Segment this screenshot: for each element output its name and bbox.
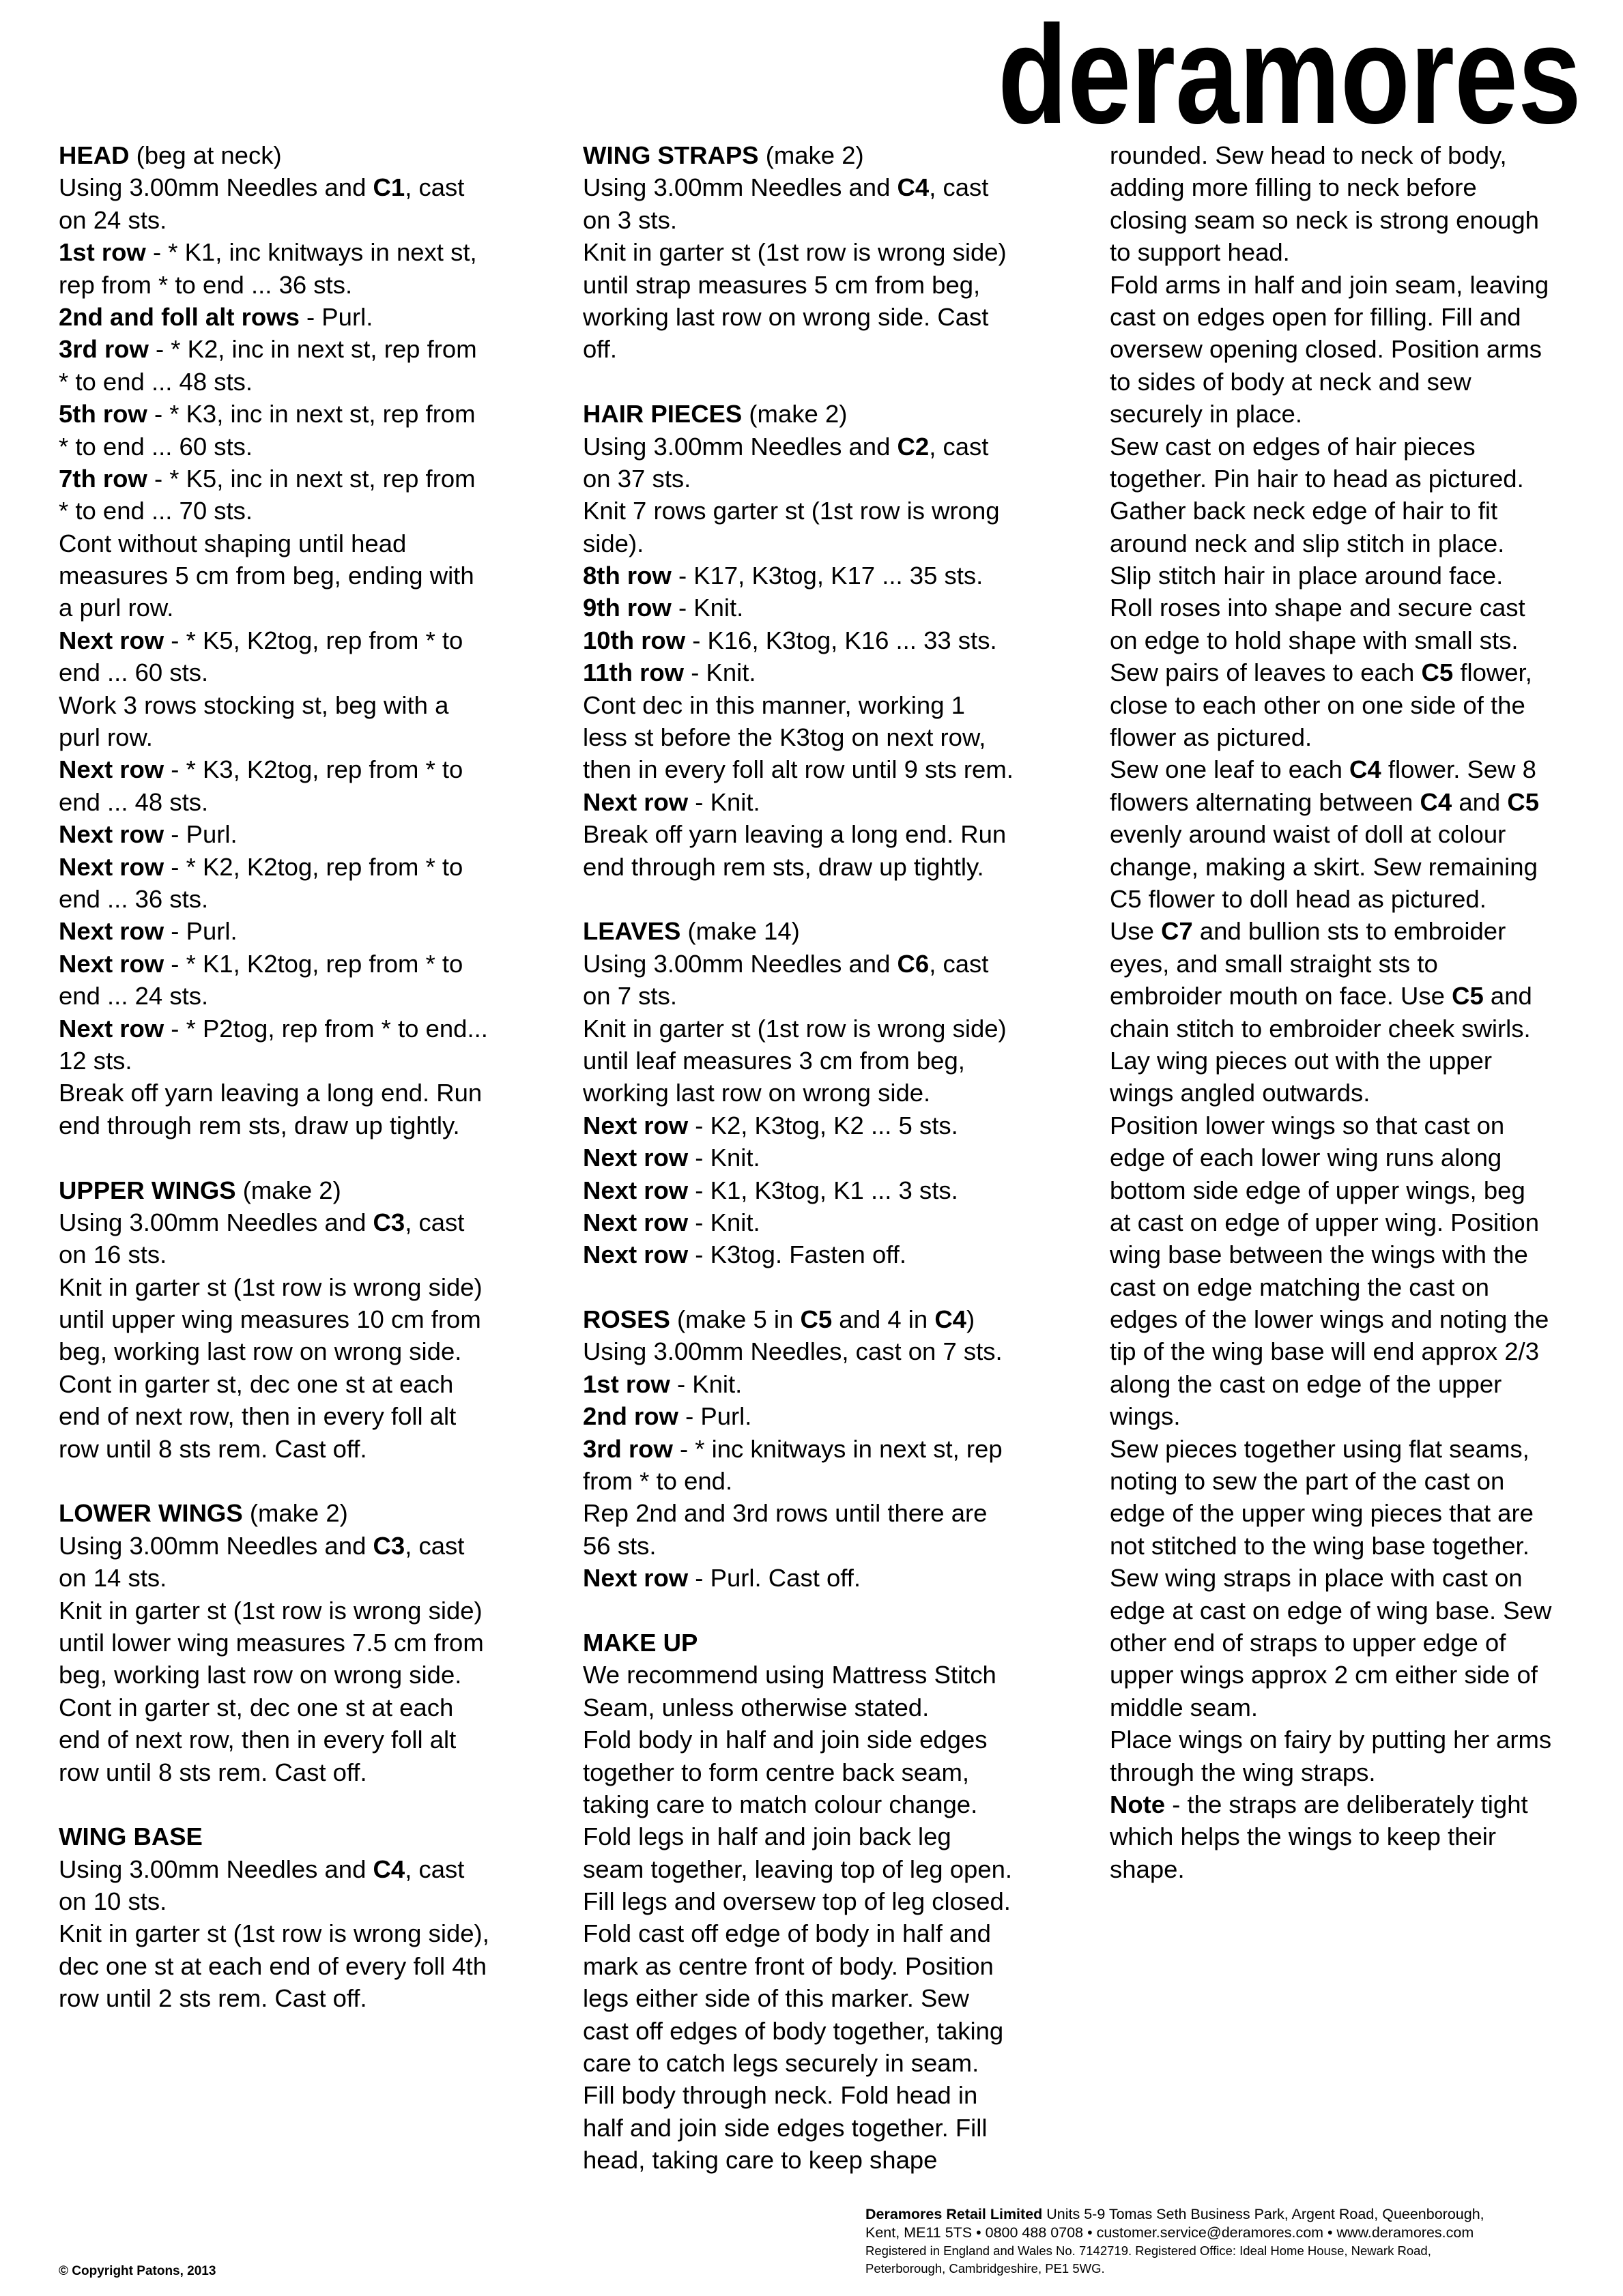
text-line: edge of each lower wing runs along: [1110, 1144, 1502, 1172]
text-line: Cont dec in this manner, working 1: [583, 691, 965, 719]
text-line: close to each other on one side of the: [1110, 691, 1525, 719]
text: ): [966, 1305, 975, 1334]
text-line: [583, 1595, 1014, 1627]
text-line: [1110, 656, 1551, 688]
text-line: noting to sew the part of the cast on: [1110, 1467, 1505, 1496]
text: - the straps are deliberately tight: [1165, 1790, 1528, 1818]
text-line: end ... 60 sts.: [59, 658, 209, 687]
text: - K2, K3tog, K2 ... 5 sts.: [688, 1111, 958, 1139]
bold-text: C3: [373, 1531, 405, 1560]
text-line: [583, 1303, 1014, 1335]
text: and: [1452, 787, 1508, 816]
text-line: flower as pictured.: [1110, 723, 1312, 752]
text-line: Break off yarn leaving a long end. Run: [59, 1079, 483, 1107]
text-line: measures 5 cm from beg, ending with: [59, 562, 474, 590]
text-line: [583, 398, 1014, 430]
text-line: [59, 1497, 489, 1529]
text-line: [583, 366, 1014, 398]
bold-text: Next row: [59, 949, 164, 978]
text: , cast: [405, 1208, 465, 1236]
text-line: Cont without shaping until head: [59, 529, 407, 557]
bold-text: C4: [897, 173, 930, 202]
text: Using 3.00mm Needles and: [59, 173, 373, 202]
text-line: to support head.: [1110, 238, 1290, 267]
text-line: [1110, 980, 1551, 1012]
text-line: [583, 786, 1014, 818]
text-line: [1110, 1788, 1551, 1820]
text-line: [59, 818, 489, 850]
text-line: [583, 1433, 1014, 1465]
column-left: [59, 139, 489, 2015]
bold-text: Next row: [59, 852, 164, 881]
bold-text: Next row: [583, 1564, 689, 1593]
text-line: [583, 139, 1014, 171]
svg-text:deramores: deramores: [998, 20, 1581, 150]
text: - Purl.: [164, 917, 238, 946]
text-line: together to form centre back seam,: [583, 1758, 970, 1786]
text-line: Sew wing straps in place with cast on: [1110, 1564, 1523, 1593]
text-line: Fold arms in half and join seam, leaving: [1110, 270, 1549, 299]
text-line: securely in place.: [1110, 400, 1303, 428]
text-line: [59, 948, 489, 980]
bold-text: C5: [1452, 982, 1484, 1011]
text-line: [583, 1206, 1014, 1238]
text-line: [59, 1788, 489, 1820]
bold-text: 2nd row: [583, 1402, 678, 1431]
text-line: [583, 1400, 1014, 1432]
text: , cast: [405, 1531, 465, 1560]
text-line: wing base between the wings with the: [1110, 1240, 1528, 1269]
text: - Knit.: [671, 594, 744, 622]
text-line: on 37 sts.: [583, 464, 691, 493]
text-line: Gather back neck edge of hair to fit: [1110, 497, 1498, 525]
text-line: seam together, leaving top of leg open.: [583, 1855, 1013, 1883]
text-line: eyes, and small straight sts to: [1110, 949, 1438, 978]
bold-text: 7th row: [59, 464, 147, 493]
text-line: [583, 915, 1014, 947]
text: - * K3, K2tog, rep from * to: [164, 755, 463, 784]
text-line: wings angled outwards.: [1110, 1079, 1370, 1107]
text-line: [583, 1174, 1014, 1206]
text: - * inc knitways in next st, rep: [672, 1434, 1003, 1463]
text-line: on edge to hold shape with small sts.: [1110, 626, 1519, 654]
text-line: Lay wing pieces out with the upper: [1110, 1046, 1493, 1075]
text: - Knit.: [688, 787, 760, 816]
text: Sew one leaf to each: [1110, 755, 1350, 784]
text-line: end through rem sts, draw up tightly.: [59, 1111, 460, 1139]
text-line: on 10 sts.: [59, 1887, 167, 1916]
bold-text: Next row: [59, 917, 164, 946]
text-line: [59, 1853, 489, 1885]
text: embroider mouth on face. Use: [1110, 982, 1452, 1011]
text-line: on 3 sts.: [583, 205, 677, 234]
text-line: until leaf measures 3 cm from beg,: [583, 1046, 965, 1075]
text-line: * to end ... 60 sts.: [59, 432, 253, 461]
text-line: [583, 431, 1014, 463]
bold-text: C4: [1349, 755, 1381, 784]
text-line: care to catch legs securely in seam.: [583, 2049, 979, 2078]
bold-text: Next row: [59, 1014, 164, 1043]
text: Using 3.00mm Needles and: [583, 173, 897, 202]
bold-text: UPPER WINGS: [59, 1176, 236, 1204]
text-line: end ... 36 sts.: [59, 884, 209, 913]
text-line: [583, 948, 1014, 980]
text: - K16, K3tog, K16 ... 33 sts.: [685, 626, 997, 654]
text-line: Fold cast off edge of body in half and: [583, 1919, 991, 1948]
text-line: on 7 sts.: [583, 982, 677, 1011]
text: Sew pairs of leaves to each: [1110, 658, 1422, 687]
text-line: Position lower wings so that cast on: [1110, 1111, 1505, 1139]
text-line: dec one st at each end of every foll 4th: [59, 1951, 487, 1980]
text-line: C5 flower to doll head as pictured.: [1110, 884, 1486, 913]
text: flower,: [1453, 658, 1532, 687]
bold-text: Next row: [59, 626, 164, 654]
text-line: cast on edge matching the cast on: [1110, 1273, 1489, 1301]
text-line: Place wings on fairy by putting her arms: [1110, 1726, 1552, 1754]
bold-text: LOWER WINGS: [59, 1499, 243, 1528]
bold-text: 10th row: [583, 626, 686, 654]
bold-text: HEAD: [59, 141, 130, 169]
bold-text: C2: [897, 432, 930, 461]
text-line: not stitched to the wing base together.: [1110, 1531, 1529, 1560]
bold-text: Next row: [59, 820, 164, 849]
bold-text: HAIR PIECES: [583, 400, 743, 428]
text: - Purl.: [299, 302, 373, 331]
text-line: [59, 624, 489, 656]
bold-text: 5th row: [59, 400, 147, 428]
text-line: end of next row, then in every foll alt: [59, 1726, 457, 1754]
text-line: 12 sts.: [59, 1046, 132, 1075]
text-line: Seam, unless otherwise stated.: [583, 1693, 930, 1721]
text-line: on 24 sts.: [59, 205, 167, 234]
bold-text: Next row: [583, 1111, 689, 1139]
text: - * P2tog, rep from * to end...: [164, 1014, 488, 1043]
text: - * K5, inc in next st, rep from: [147, 464, 476, 493]
bold-text: C5: [1507, 787, 1540, 816]
text: Using 3.00mm Needles and: [59, 1855, 373, 1883]
text-line: [59, 139, 489, 171]
bold-text: 3rd row: [583, 1434, 673, 1463]
text-line: [583, 1627, 1014, 1659]
bold-text: C6: [897, 949, 930, 978]
text: and 4 in: [832, 1305, 935, 1334]
text-line: row until 8 sts rem. Cast off.: [59, 1434, 367, 1463]
text-line: taking care to match colour change.: [583, 1790, 978, 1818]
text-line: until lower wing measures 7.5 cm from: [59, 1628, 484, 1657]
text-line: Knit 7 rows garter st (1st row is wrong: [583, 497, 1000, 525]
text-line: until strap measures 5 cm from beg,: [583, 270, 981, 299]
company-name: Deramores Retail Limited: [865, 2206, 1043, 2222]
text-line: [1110, 753, 1551, 785]
bold-text: Note: [1110, 1790, 1166, 1818]
bold-text: 1st row: [583, 1369, 670, 1398]
text: - Knit.: [688, 1144, 760, 1172]
bold-text: C5: [1421, 658, 1454, 687]
text: (make 14): [680, 917, 800, 946]
text: , cast: [929, 432, 989, 461]
text-line: Knit in garter st (1st row is wrong side): [583, 238, 1007, 267]
text-line: oversew opening closed. Position arms: [1110, 335, 1542, 364]
column-middle: [583, 139, 1014, 2177]
text-line: [1110, 915, 1551, 947]
text: (beg at neck): [129, 141, 282, 169]
text: , cast: [405, 1855, 465, 1883]
text: , cast: [929, 949, 989, 978]
text-line: [59, 1465, 489, 1497]
text-line: purl row.: [59, 723, 153, 752]
text: - Purl. Cast off.: [688, 1564, 861, 1593]
text-line: evenly around waist of doll at colour: [1110, 820, 1506, 849]
text-line: from * to end.: [583, 1467, 733, 1496]
text: - Knit.: [688, 1208, 760, 1236]
text-line: edges of the lower wings and noting the: [1110, 1305, 1549, 1334]
text-line: less st before the K3tog on next row,: [583, 723, 986, 752]
text: - * K2, inc in next st, rep from: [148, 335, 477, 364]
text-line: [583, 1562, 1014, 1594]
text-line: Fold legs in half and join back leg: [583, 1822, 951, 1851]
text: - * K2, K2tog, rep from * to: [164, 852, 463, 881]
text-line: Fill body through neck. Fold head in: [583, 2081, 978, 2110]
text-line: side).: [583, 529, 644, 557]
text-line: Knit in garter st (1st row is wrong side): [59, 1596, 483, 1625]
text-line: edge of the upper wing pieces that are: [1110, 1499, 1534, 1528]
text-line: to sides of body at neck and sew: [1110, 367, 1471, 396]
bold-text: ROSES: [583, 1305, 670, 1334]
bold-text: Next row: [583, 1208, 689, 1236]
text-line: Sew pieces together using flat seams,: [1110, 1434, 1529, 1463]
text-line: bottom side edge of upper wings, beg: [1110, 1176, 1525, 1204]
text: (make 2): [235, 1176, 341, 1204]
text: Using 3.00mm Needles and: [59, 1208, 373, 1236]
text-line: which helps the wings to keep their: [1110, 1822, 1497, 1851]
text-line: chain stitch to embroider cheek swirls.: [1110, 1014, 1531, 1043]
text: - K3tog. Fasten off.: [688, 1240, 907, 1269]
text: , cast: [405, 173, 465, 202]
text: and: [1483, 982, 1532, 1011]
text: (make 2): [742, 400, 848, 428]
copyright: © Copyright Patons, 2013: [59, 2264, 216, 2278]
text: - Purl.: [164, 820, 238, 849]
text-line: at cast on edge of upper wing. Position: [1110, 1208, 1540, 1236]
text-line: Roll roses into shape and secure cast: [1110, 594, 1525, 622]
text-line: [583, 624, 1014, 656]
text-line: Rep 2nd and 3rd rows until there are: [583, 1499, 988, 1528]
text-line: Fold body in half and join side edges: [583, 1726, 988, 1754]
text: flowers alternating between: [1110, 787, 1420, 816]
text-line: adding more filling to neck before: [1110, 173, 1477, 202]
bold-text: MAKE UP: [583, 1628, 698, 1657]
footer-company-info: [865, 2205, 1484, 2278]
text: and bullion sts to embroider: [1192, 917, 1506, 946]
text-line: on 14 sts.: [59, 1564, 167, 1593]
text-line: end ... 48 sts.: [59, 787, 209, 816]
text-line: [59, 1142, 489, 1174]
text: - * K5, K2tog, rep from * to: [164, 626, 463, 654]
text-line: [583, 656, 1014, 688]
text-line: half and join side edges together. Fill: [583, 2113, 988, 2142]
text-line: [583, 1368, 1014, 1400]
text: - K1, K3tog, K1 ... 3 sts.: [688, 1176, 958, 1204]
bold-text: 9th row: [583, 594, 672, 622]
text-line: until upper wing measures 10 cm from: [59, 1305, 481, 1334]
text-line: [59, 915, 489, 947]
text-line: [583, 1238, 1014, 1270]
text: (make 2): [758, 141, 864, 169]
text: Using 3.00mm Needles and: [583, 949, 897, 978]
text-line: [59, 1174, 489, 1206]
text-line: end ... 24 sts.: [59, 982, 209, 1011]
text-line: edge at cast on edge of wing base. Sew: [1110, 1596, 1552, 1625]
text-line: Work 3 rows stocking st, beg with a: [59, 691, 449, 719]
bold-text: 2nd and foll alt rows: [59, 302, 300, 331]
text: - * K1, K2tog, rep from * to: [164, 949, 463, 978]
registration-address: Peterborough, Cambridgeshire, PE1 5WG.: [865, 2261, 1105, 2276]
text-line: other end of straps to upper edge of: [1110, 1628, 1506, 1657]
text-line: [59, 1013, 489, 1045]
text-line: legs either side of this marker. Sew: [583, 1984, 969, 2013]
bold-text: 3rd row: [59, 335, 149, 364]
text: Using 3.00mm Needles and: [59, 1531, 373, 1560]
text: - * K3, inc in next st, rep from: [147, 400, 476, 428]
text-line: [583, 592, 1014, 624]
bold-text: C4: [373, 1855, 405, 1883]
bold-text: C7: [1161, 917, 1193, 946]
text-line: wings.: [1110, 1402, 1181, 1431]
text-line: a purl row.: [59, 594, 174, 622]
text-line: [59, 851, 489, 883]
text-line: row until 8 sts rem. Cast off.: [59, 1758, 367, 1786]
text-line: Break off yarn leaving a long end. Run: [583, 820, 1007, 849]
bold-text: LEAVES: [583, 917, 681, 946]
text-line: [583, 1142, 1014, 1174]
bold-text: 8th row: [583, 562, 672, 590]
text-line: Cont in garter st, dec one st at each: [59, 1693, 454, 1721]
text: - Knit.: [670, 1369, 743, 1398]
text-line: [59, 1206, 489, 1238]
company-address: Units 5-9 Tomas Seth Business Park, Argent Road, Queenborough,: [1042, 2206, 1484, 2222]
text: flower. Sew 8: [1381, 755, 1536, 784]
bold-text: Next row: [583, 787, 689, 816]
text-line: [583, 560, 1014, 592]
text-line: mark as centre front of body. Position: [583, 1951, 994, 1980]
bold-text: C4: [1420, 787, 1452, 816]
column-right: [1110, 139, 1551, 1885]
text-line: [583, 1271, 1014, 1303]
text-line: [59, 236, 489, 268]
text-line: closing seam so neck is strong enough: [1110, 205, 1539, 234]
text-line: middle seam.: [1110, 1693, 1259, 1721]
text-line: Knit in garter st (1st row is wrong side): [59, 1273, 483, 1301]
text-line: [59, 301, 489, 333]
text-line: rep from * to end ... 36 sts.: [59, 270, 353, 299]
text-line: end through rem sts, draw up tightly.: [583, 852, 984, 881]
text-line: row until 2 sts rem. Cast off.: [59, 1984, 367, 2013]
text-line: together. Pin hair to head as pictured.: [1110, 464, 1524, 493]
text-line: head, taking care to keep shape: [583, 2146, 938, 2175]
text-line: [1110, 786, 1551, 818]
text-line: [583, 1109, 1014, 1142]
registration-info: Registered in England and Wales No. 7142719. Registered Office: Ideal Home House, Newark Road,: [865, 2243, 1431, 2258]
text-line: [59, 398, 489, 430]
bold-text: 1st row: [59, 238, 146, 267]
bold-text: 11th row: [583, 658, 685, 687]
bold-text: C3: [373, 1208, 405, 1236]
text-line: beg, working last row on wrong side.: [59, 1337, 462, 1366]
text-line: Slip stitch hair in place around face.: [1110, 562, 1504, 590]
text-line: [59, 1530, 489, 1562]
bold-text: Next row: [583, 1240, 689, 1269]
text-line: cast off edges of body together, taking: [583, 2016, 1004, 2045]
company-contact: Kent, ME11 5TS • 0800 488 0708 • customer.service@deramores.com • www.deramores.com: [865, 2224, 1474, 2241]
text-line: end of next row, then in every foll alt: [59, 1402, 457, 1431]
text: - Knit.: [684, 658, 756, 687]
text-line: * to end ... 48 sts.: [59, 367, 253, 396]
text-line: [59, 1820, 489, 1852]
text-line: [59, 333, 489, 365]
text-line: Cont in garter st, dec one st at each: [59, 1369, 454, 1398]
text-line: on 16 sts.: [59, 1240, 167, 1269]
text-line: change, making a skirt. Sew remaining: [1110, 852, 1538, 881]
text-line: cast on edges open for filling. Fill and: [1110, 302, 1521, 331]
text: , cast: [929, 173, 989, 202]
bold-text: C4: [934, 1305, 966, 1334]
text-line: around neck and slip stitch in place.: [1110, 529, 1505, 557]
text-line: [59, 463, 489, 495]
text-line: shape.: [1110, 1855, 1185, 1883]
deramores-logo: [998, 20, 1585, 150]
text-line: Using 3.00mm Needles, cast on 7 sts.: [583, 1337, 1003, 1366]
text-line: Fill legs and oversew top of leg closed.: [583, 1887, 1011, 1916]
text-line: [59, 171, 489, 203]
text-line: [583, 171, 1014, 203]
text-line: rounded. Sew head to neck of body,: [1110, 141, 1507, 169]
text-line: beg, working last row on wrong side.: [59, 1661, 462, 1689]
text-line: * to end ... 70 sts.: [59, 497, 253, 525]
text-line: tip of the wing base will end approx 2/3: [1110, 1337, 1540, 1366]
text: (make 5 in: [670, 1305, 801, 1334]
text-line: working last row on wrong side.: [583, 1079, 931, 1107]
text-line: then in every foll alt row until 9 sts rem.: [583, 755, 1014, 784]
bold-text: Next row: [583, 1144, 689, 1172]
bold-text: WING BASE: [59, 1822, 203, 1851]
bold-text: C1: [373, 173, 405, 202]
text: (make 2): [242, 1499, 348, 1528]
text-line: upper wings approx 2 cm either side of: [1110, 1661, 1538, 1689]
text: - K17, K3tog, K17 ... 35 sts.: [671, 562, 983, 590]
text: Using 3.00mm Needles and: [583, 432, 897, 461]
bold-text: Next row: [583, 1176, 689, 1204]
text-line: We recommend using Mattress Stitch: [583, 1661, 996, 1689]
text-line: Knit in garter st (1st row is wrong side): [583, 1014, 1007, 1043]
text-line: [583, 883, 1014, 915]
bold-text: Next row: [59, 755, 164, 784]
text-line: working last row on wrong side. Cast: [583, 302, 989, 331]
text-line: Knit in garter st (1st row is wrong side),: [59, 1919, 489, 1948]
text-line: [59, 753, 489, 785]
text-line: through the wing straps.: [1110, 1758, 1376, 1786]
text: Use: [1110, 917, 1162, 946]
bold-text: C5: [800, 1305, 833, 1334]
text-line: 56 sts.: [583, 1531, 657, 1560]
text: - Purl.: [678, 1402, 752, 1431]
text-line: off.: [583, 335, 618, 364]
text-line: Sew cast on edges of hair pieces: [1110, 432, 1476, 461]
bold-text: WING STRAPS: [583, 141, 759, 169]
text: - * K1, inc knitways in next st,: [145, 238, 477, 267]
text-line: along the cast on edge of the upper: [1110, 1369, 1502, 1398]
